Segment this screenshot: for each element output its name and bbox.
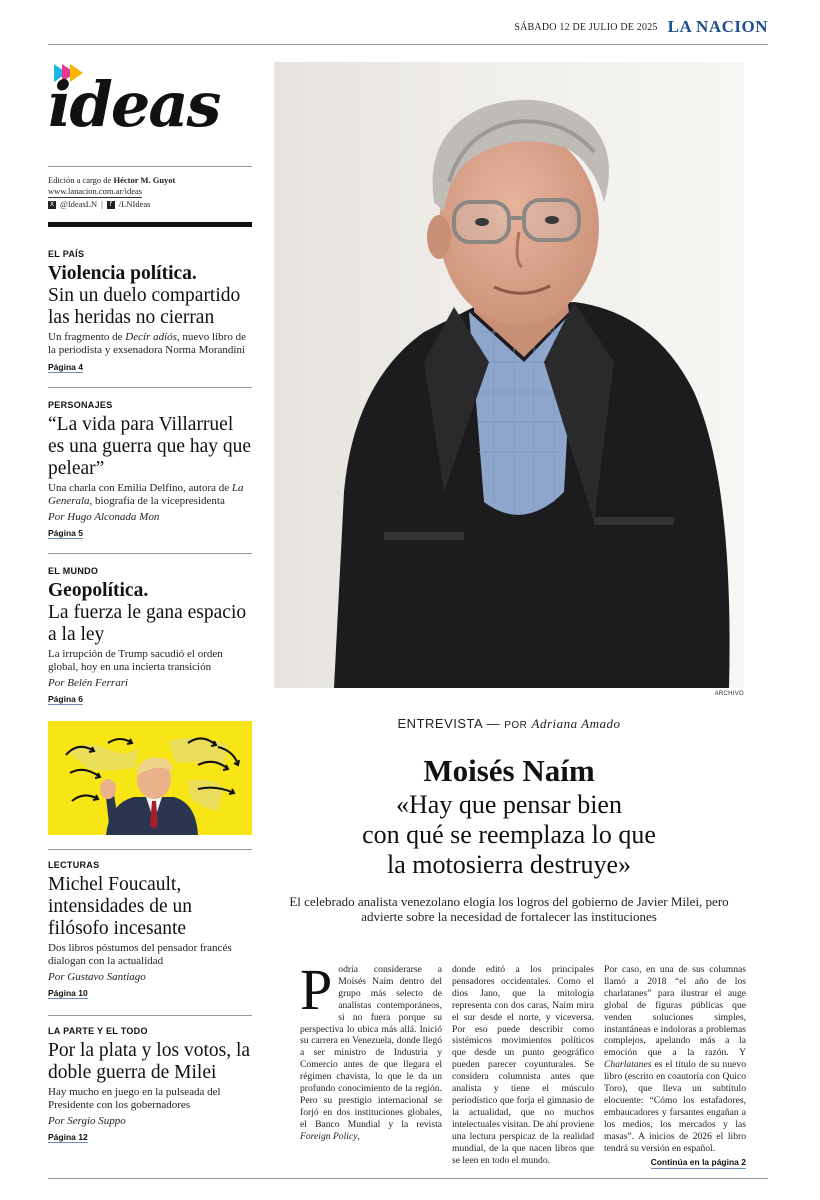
- sidebar-story[interactable]: [48, 400, 252, 541]
- story-section: LA PARTE Y EL TODO: [48, 1026, 148, 1036]
- story-section: PERSONAJES: [48, 400, 113, 410]
- body-italic: Foreign Policy: [300, 1130, 358, 1142]
- dek-italic: Decir adiós: [125, 331, 177, 343]
- byline-author[interactable]: Adriana Amado: [531, 716, 621, 731]
- story-author: Por Belén Ferrari: [48, 677, 129, 689]
- story-headline[interactable]: [48, 263, 252, 329]
- edition-prefix: Edición a cargo de: [48, 175, 114, 185]
- story-divider: [48, 387, 252, 388]
- trump-graphic: [48, 721, 252, 835]
- portrait-moises-naim: [274, 62, 744, 688]
- page-link[interactable]: Página 10: [48, 988, 88, 998]
- headline-text: Sin un duelo compartido las heridas no cierran: [48, 285, 241, 328]
- headline-quote-line: con qué se reemplaza lo que: [362, 820, 656, 849]
- article-body: [300, 957, 746, 1169]
- article-summary: El celebrado analista venezolano elogia los logros del gobierno de Javier Milei, pero advierte sobre la necesidad de fortalecer las instituciones: [289, 894, 729, 924]
- story-headline[interactable]: Michel Foucault, intensidades de un filósofo incesante: [48, 874, 193, 939]
- kicker-label: ENTREVISTA: [397, 716, 483, 731]
- story-headline[interactable]: Por la plata y los votos, la doble guerra de Milei: [48, 1040, 251, 1083]
- story-dek: Hay mucho en juego en la pulseada del Presidente con los gobernadores: [48, 1086, 221, 1111]
- drop-cap: P: [300, 957, 333, 1022]
- right-eye: [545, 216, 559, 224]
- story-dek: La irrupción de Trump sacudió el orden global, hoy en una incierta transición: [48, 648, 223, 673]
- headline-bold: Geopolítica.: [48, 580, 149, 601]
- body-italic: Charlatanes: [604, 1059, 652, 1071]
- story-section: EL PAÍS: [48, 249, 85, 259]
- facebook-link[interactable]: /LNIdeas: [118, 199, 151, 209]
- newspaper-brand[interactable]: LA NACION: [667, 17, 768, 36]
- sidebar: [48, 52, 252, 1145]
- story-author: Por Sergio Suppo: [48, 1115, 126, 1127]
- story-divider: [48, 1015, 252, 1016]
- ideas-logo: [48, 52, 252, 144]
- page-link[interactable]: Página 6: [48, 694, 83, 704]
- headline-quote-line: la motosierra destruye»: [386, 850, 632, 879]
- headline-name: Moisés Naím: [423, 753, 595, 788]
- sidebar-story[interactable]: [48, 860, 252, 1001]
- sidebar-story[interactable]: [48, 249, 252, 375]
- story-section: EL MUNDO: [48, 566, 99, 576]
- dek-text: Un fragmento de: [48, 331, 126, 343]
- main-photo: [274, 62, 744, 688]
- headline-quote-line: «Hay que pensar bien: [396, 790, 622, 819]
- main-headline[interactable]: [274, 752, 744, 880]
- left-pocket: [384, 532, 464, 540]
- story-dek: Dos libros póstumos del pensador francés dialogan con la actualidad: [48, 942, 232, 967]
- story-divider: [48, 849, 252, 850]
- body-text: es el título de su nuevo libro (escrito en coautoría con Quico Toro), que lleva un subtítulo elocuente: “Cómo los estafadores, embaucadores y farsantes engañan a los medios, los mercados y las masas”. A inicios de 2026 el libro tendrá su versión en español.: [604, 1059, 746, 1154]
- body-text: odría considerarse a Moisés Naím dentro del grupo más selecto de analistas contemporáneos, si no fuera porque su perspectiva lo ubica más allá. Inició su carrera en Venezuela, donde llegó a ser ministro de Industria y Comercio antes de que llegara el régimen chavista, lo que le da un profundo conocimiento de la región. Pero su prestigio internacional se forjó en dos instituciones globales, el Banco Mundial y la revista: [300, 964, 442, 1130]
- divider: |: [101, 199, 103, 209]
- story-section: LECTURAS: [48, 860, 100, 870]
- editor-name: Héctor M. Guyot: [113, 175, 176, 185]
- story-author: Por Hugo Alconada Mon: [48, 511, 160, 523]
- dek-italic: La Generala: [48, 482, 244, 507]
- continue-link[interactable]: Continúa en la página 2: [651, 1157, 746, 1170]
- kicker-dash: —: [486, 716, 501, 731]
- page-link[interactable]: Página 12: [48, 1132, 88, 1142]
- headline-bold: Violencia política.: [48, 263, 197, 284]
- page-link[interactable]: Página 4: [48, 362, 83, 372]
- left-eye: [475, 218, 489, 226]
- story-headline[interactable]: “La vida para Villarruel es una guerra que hay que pelear”: [48, 414, 252, 479]
- section-rule: [48, 222, 252, 227]
- body-column-3: [604, 964, 746, 1169]
- sidebar-story[interactable]: [48, 1026, 252, 1145]
- twitter-link[interactable]: @IdeasLN: [60, 199, 98, 209]
- x-icon: X: [49, 200, 55, 208]
- facebook-icon: f: [107, 201, 115, 209]
- story-author: Por Gustavo Santiago: [48, 971, 146, 983]
- dek-text: , nuevo libro de la periodista y exsenadora Norma Morandini: [48, 331, 246, 356]
- right-pocket: [594, 517, 674, 525]
- story-dek: [48, 331, 252, 357]
- header-rule: [48, 44, 768, 45]
- ear: [427, 215, 451, 259]
- page-link[interactable]: Página 5: [48, 528, 83, 538]
- story-headline[interactable]: [48, 580, 252, 646]
- dek-text: Una charla con Emilia Delfino, autora de: [48, 482, 232, 494]
- issue-date: SÁBADO 12 DE JULIO DE 2025: [514, 21, 658, 33]
- masthead: [514, 16, 768, 38]
- fist: [100, 779, 116, 799]
- body-column-2: donde editó a los principales pensadores occidentales. Como el dios Jano, que la mitología representa con dos caras, Naím mira el sur desde el norte, y viceversa. Por eso puede describir como sistémicos movimientos políticos que desde un punto geográfico pueden parecer coyunturales. Se considera columnista antes que analista y tiene el músculo periodístico que forja el gimnasio de la actualidad, que no muchos intelectuales visitan. De ahí proviene una lectura perspicaz de la realidad mundial, de la que nacen libros que se leen en todo el mundo.: [452, 964, 594, 1166]
- story-divider: [48, 553, 252, 554]
- headline-text: La fuerza le gana espacio a la ley: [48, 602, 247, 645]
- body-text: ,: [357, 1130, 360, 1142]
- photo-credit: ARCHIVO: [714, 691, 744, 697]
- body-text: Por caso, en una de sus columnas llamó a 2018 “el año de los charlatanes” para ilustrar el auge global de figuras públicas que venden soluciones simples, instantáneas e indoloras a problemas complejos, apelando más a la emoción que a la razón. Y: [604, 964, 746, 1059]
- body-column-1: [300, 957, 442, 1169]
- website-link[interactable]: www.lanacion.com.ar/ideas: [48, 186, 143, 196]
- footer-rule: [48, 1178, 768, 1179]
- logo-word: ideas: [48, 68, 220, 141]
- edition-info: [48, 166, 252, 210]
- story-dek: [48, 482, 252, 508]
- byline-por: POR: [504, 720, 528, 731]
- trump-illustration[interactable]: [48, 721, 252, 835]
- sidebar-story[interactable]: [48, 566, 252, 707]
- dek-text: , biografía de la vicepresidenta: [89, 495, 225, 507]
- article-kicker: [274, 716, 744, 732]
